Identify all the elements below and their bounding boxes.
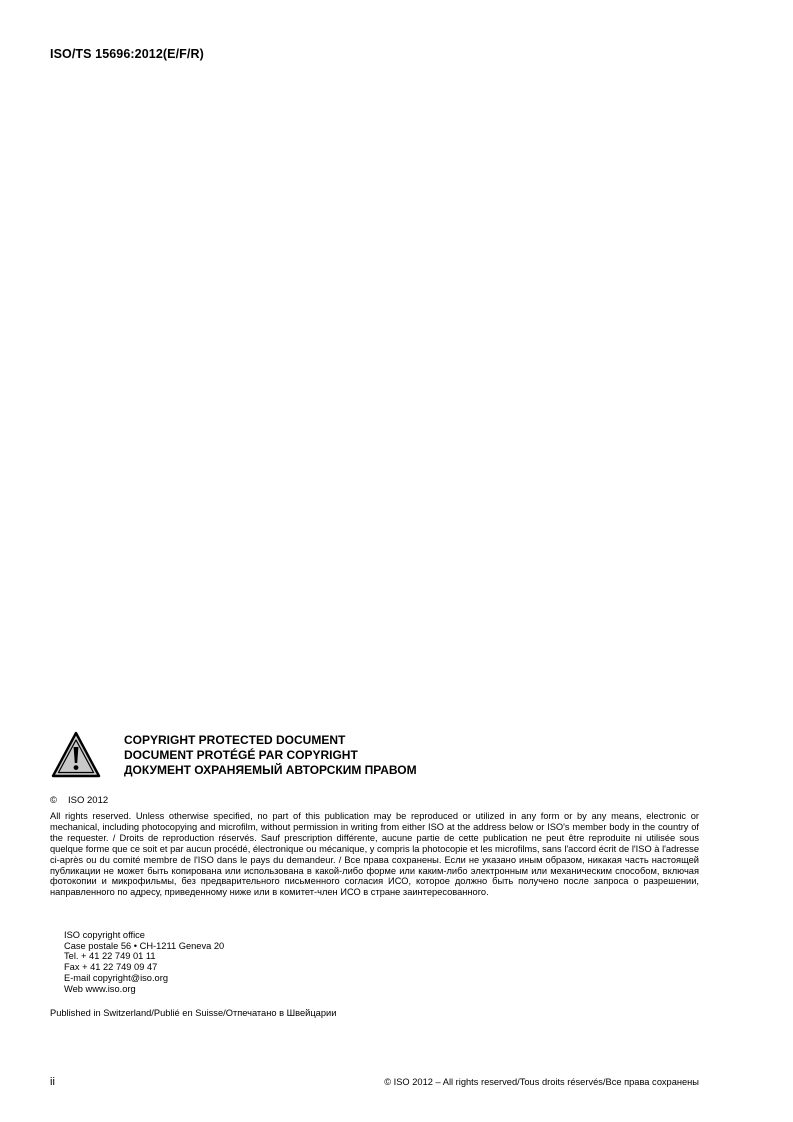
copyright-notice (50, 730, 700, 782)
address-fax: Fax + 41 22 749 09 47 (64, 962, 158, 973)
rights-statement: All rights reserved. Unless otherwise specified, no part of this publication may be reproduced or utilized in any form or by any means, electronic or mechanical, including photocopying and microfilm, without permission in writing from either ISO at the address below or ISO's member body in the country of the requester. / Droits de reproduction réservés. Sauf prescription différente, aucune partie de cette publication ne peut être reproduite ni utilisée sous quelque forme que ce soit et par aucun procédé, électronique ou mécanique, y compris la photocopie et les microfilms, sans l'accord écrit de l'ISO à l'adresse ci-après ou du comité membre de l'ISO dans le pays du demandeur. / Все права сохранены. Если не указано иным образом, никакая часть настоящей публикации не может быть копирована или использована в какой-либо форме или каким-либо электронным или механическим способом, включая фотокопии и микрофильмы, без предварительного письменного согласия ИСО, которое должно быть получено после запроса о разрешении, направленного по адресу, приведенному ниже или в комитет-член ИСО в стране заинтересованного. (50, 811, 699, 898)
notice-titles (124, 733, 417, 778)
address-office: ISO copyright office (64, 930, 145, 940)
copyright-year (50, 795, 108, 806)
document-id: ISO/TS 15696:2012(E/F/R) (50, 47, 204, 61)
address-postal: Case postale 56 • CH-1211 Geneva 20 (64, 940, 225, 951)
address-email: E-mail copyright@iso.org (64, 972, 168, 983)
copyright-year-text: ISO 2012 (68, 795, 109, 806)
page-number: ii (50, 1076, 55, 1088)
notice-title-en: COPYRIGHT PROTECTED DOCUMENT (124, 733, 346, 747)
iso-address (64, 930, 224, 994)
address-web: Web www.iso.org (64, 983, 136, 994)
published-line: Published in Switzerland/Publié en Suisse/Отпечатано в Швейцарии (50, 1008, 337, 1018)
warning-triangle-icon (50, 730, 102, 778)
footer-copyright: © ISO 2012 – All rights reserved/Tous droits réservés/Все права сохранены (384, 1077, 699, 1087)
address-tel: Tel. + 41 22 749 01 11 (64, 951, 156, 962)
notice-title-ru: ДОКУМЕНТ ОХРАНЯЕМЫЙ АВТОРСКИМ ПРАВОМ (124, 763, 417, 777)
copyright-symbol: © (50, 795, 57, 806)
notice-title-fr: DOCUMENT PROTÉGÉ PAR COPYRIGHT (124, 748, 358, 762)
